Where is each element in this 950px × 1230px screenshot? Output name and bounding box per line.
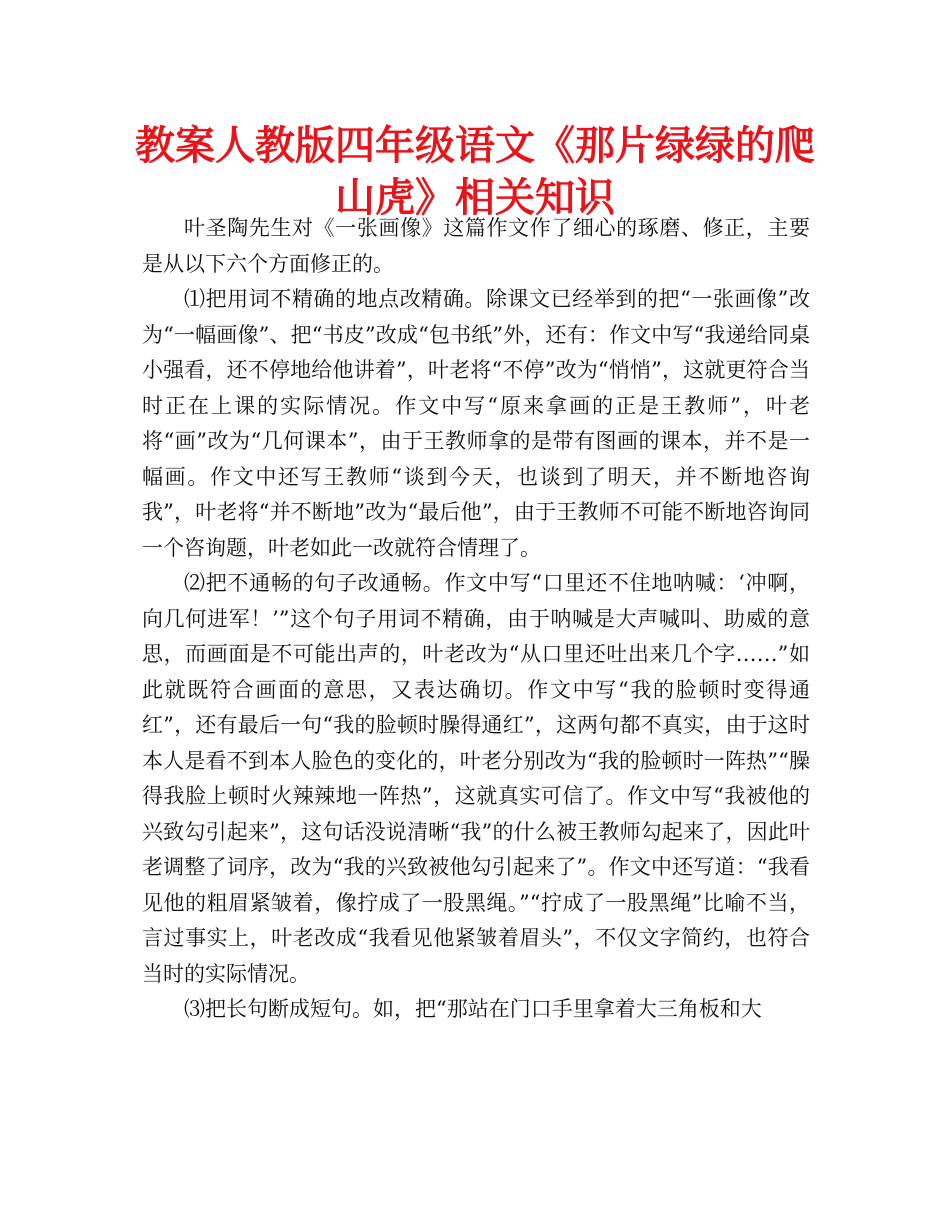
document-title: 教案人教版四年级语文《那片绿绿的爬山虎》相关知识 <box>135 123 815 221</box>
document-body <box>142 211 810 1028</box>
paragraph-point-1: ⑴把用词不精确的地点改精确。除课文已经举到的把“一张画像”改为“一幅画像”、把“书皮”改成“包书纸”外，还有：作文中写“我递给同桌小强看，还不停地给他讲着”，叶老将“不停”改为“悄悄”，这就更符合当时正在上课的实际情况。作文中写“原来拿画的正是王教师”，叶老将“画”改为“几何课本”，由于王教师拿的是带有图画的课本，并不是一幅画。作文中还写王教师“谈到今天，也谈到了明天，并不断地咨询我”，叶老将“并不断地”改为“最后他”，由于王教师不可能不断地咨询同一个咨询题，叶老如此一改就符合情理了。 <box>142 287 810 560</box>
paragraph-point-2: ⑵把不通畅的句子改通畅。作文中写“口里还不住地呐喊：‘冲啊，向几何进军！’”这个句子用词不精确，由于呐喊是大声喊叫、助威的意思，而画面是不可能出声的，叶老改为“从口里还吐出来几个字……”如此就既符合画面的意思，又表达确切。作文中写“我的脸顿时变得通红”，还有最后一句“我的脸顿时臊得通红”，这两句都不真实，由于这时本人是看不到本人脸色的变化的，叶老分别改为“我的脸顿时一阵热”“臊得我脸上顿时火辣辣地一阵热”，这就真实可信了。作文中写“我被他的兴致勾引起来”，这句话没说清晰“我”的什么被王教师勾起来了，因此叶老调整了词序，改为“我的兴致被他勾引起来了”。作文中还写道：“我看见他的粗眉紧皱着，像拧成了一股黑绳。”“拧成了一股黑绳”比喻不当，言过事实上，叶老改成“我看见他紧皱着眉头”，不仅文字简约，也符合当时的实际情况。 <box>142 571 810 986</box>
paragraph-point-3: ⑶把长句断成短句。如，把“那站在门口手里拿着大三角板和大 <box>184 997 762 1021</box>
paragraph-intro: 叶圣陶先生对《一张画像》这篇作文作了细心的琢磨、修正，主要是从以下六个方面修正的。 <box>142 216 810 276</box>
